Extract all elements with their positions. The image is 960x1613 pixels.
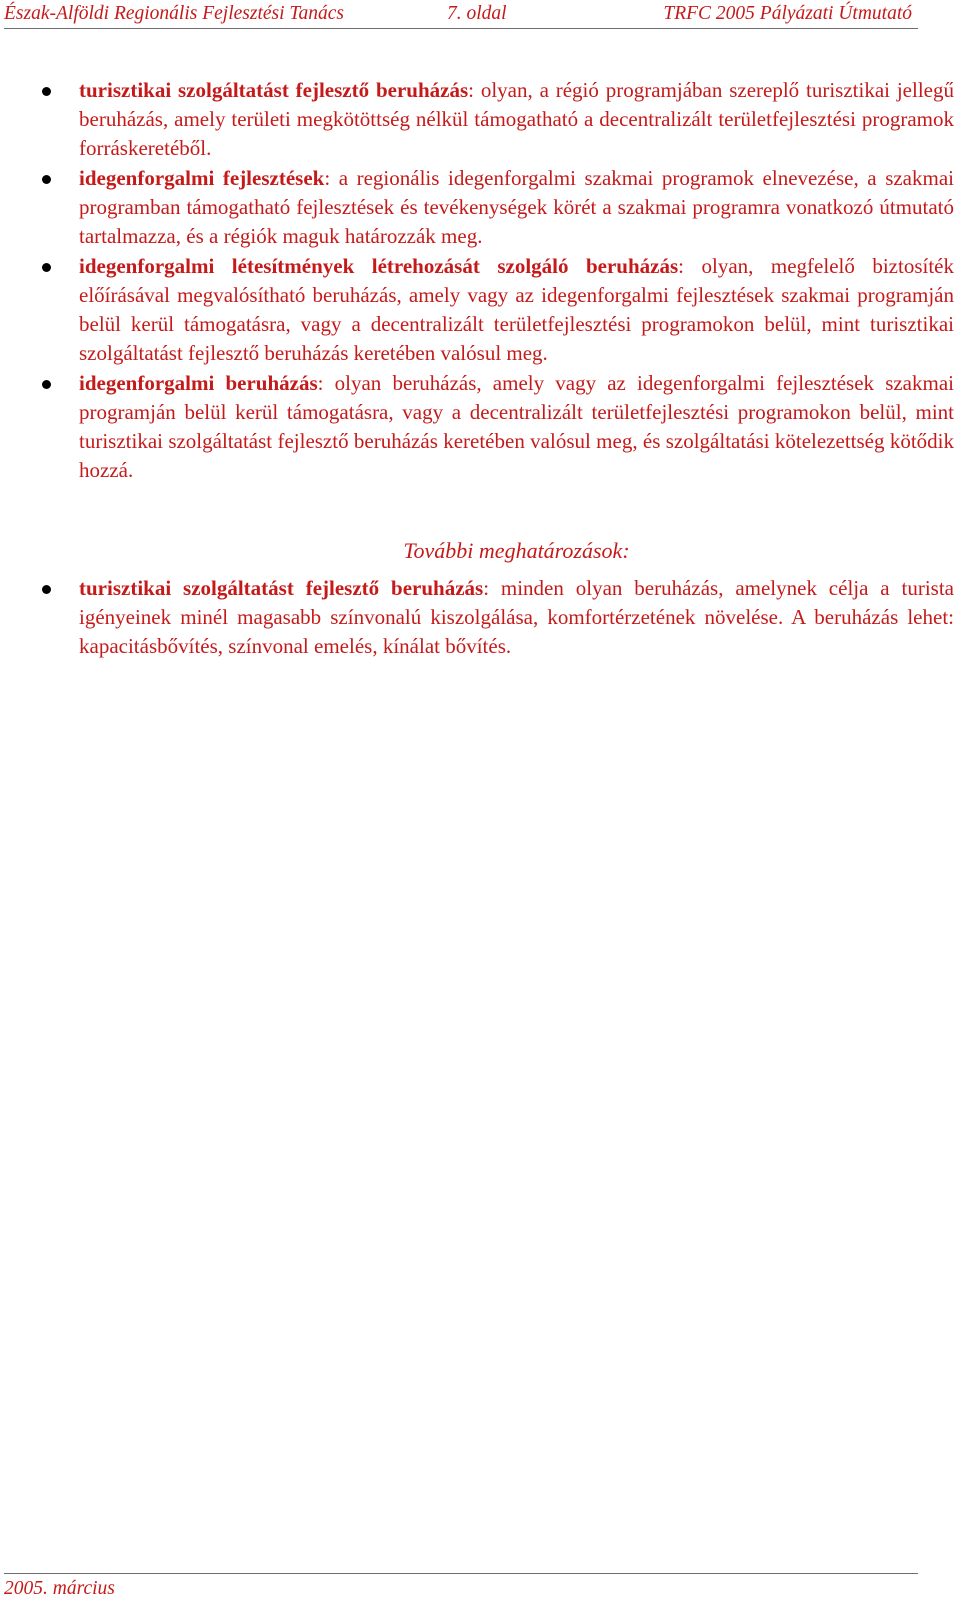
definition-list (79, 76, 954, 485)
definition-item (79, 574, 954, 661)
bullet-icon (42, 380, 51, 389)
bullet-icon (42, 263, 51, 272)
header-organization: Észak-Alföldi Regionális Fejlesztési Tanács (4, 3, 344, 24)
definition-item (79, 252, 954, 368)
bullet-icon (42, 87, 51, 96)
header-page-number: 7. oldal (447, 3, 507, 24)
definition-text: : olyan, megfelelő biztosíték előírásával megvalósítható beruházás, amely vagy az idegenforgalmi fejlesztések szakmai programján belül kerül támogatásra, vagy a decentralizált területfejlesztési programokon belül, mint turisztikai szolgáltatást fejlesztő beruházás keretében valósul meg. (79, 254, 955, 365)
definition-text: : minden olyan beruházás, amelynek célja a turista igényeinek minél magasabb színvonalú kiszolgálása, komfortérzetének növelése. A beruházás lehet: kapacitásbővítés, színvonal emelés, kínálat bővítés. (79, 576, 954, 658)
definition-term: idegenforgalmi fejlesztések (79, 166, 325, 190)
definition-term: idegenforgalmi létesítmények létrehozását szolgáló beruházás (79, 254, 679, 278)
bullet-icon (42, 175, 51, 184)
definition-item (79, 164, 954, 251)
further-definition-list (79, 574, 954, 661)
definition-item (79, 76, 954, 163)
footer-date: 2005. március (4, 1578, 115, 1599)
section-subtitle: További meghatározások: (403, 538, 630, 563)
definition-text: : a regionális idegenforgalmi szakmai programok elnevezése, a szakmai programban támogatható fejlesztések és tevékenységek körét a szakmai programra vonatkozó útmutató tartalmazza, és a régiók maguk határozzák meg. (79, 166, 954, 248)
bullet-icon (42, 585, 51, 594)
document-body (79, 76, 954, 662)
definition-text: : olyan, a régió programjában szereplő turisztikai jellegű beruházás, amely területi megkötöttség nélkül támogatható a decentralizált területfejlesztési programok forráskeretéből. (79, 78, 954, 160)
page-footer (4, 1573, 918, 1600)
definition-item (79, 369, 954, 485)
definition-term: idegenforgalmi beruházás (79, 371, 318, 395)
page-header (4, 0, 918, 29)
definition-term: turisztikai szolgáltatást fejlesztő beruházás (79, 78, 469, 102)
header-document-title: TRFC 2005 Pályázati Útmutató (663, 3, 912, 24)
definition-text: : olyan beruházás, amely vagy az idegenforgalmi fejlesztések szakmai programján belül kerül támogatásra, vagy a decentralizált területfejlesztési programokon belül, mint turisztikai szolgáltatást fejlesztő beruházás keretében valósul meg, és szolgáltatási kötelezettség kötődik hozzá. (79, 371, 954, 482)
definition-term: turisztikai szolgáltatást fejlesztő beruházás (79, 576, 484, 600)
